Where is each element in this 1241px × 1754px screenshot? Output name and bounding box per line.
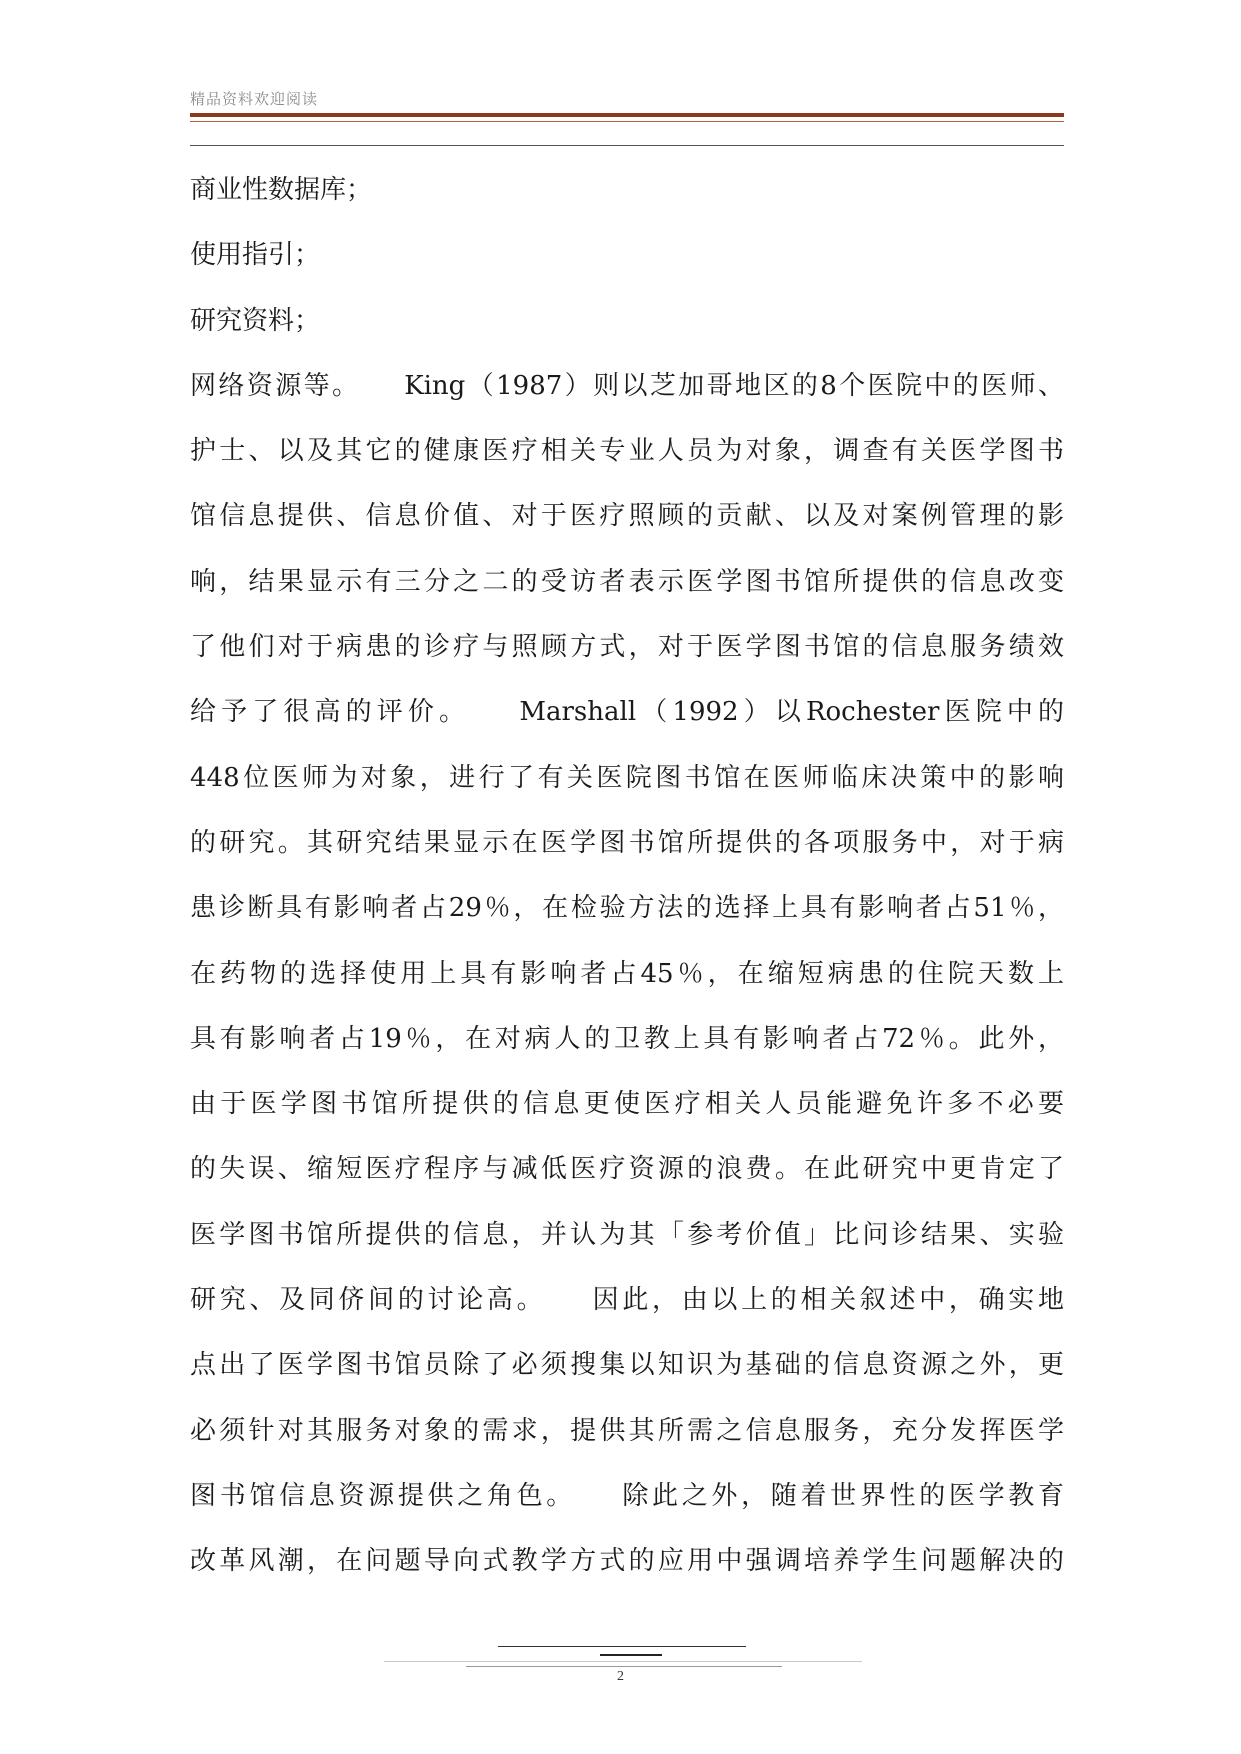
footer-rule-bottom (466, 1666, 782, 1667)
body-line: 使用指引； (190, 240, 321, 271)
body-line: 改革风潮，在问题导向式教学方式的应用中强调培养学生问题解决的 (190, 1546, 1064, 1577)
body-line: 必须针对其服务对象的需求，提供其所需之信息服务，充分发挥医学 (190, 1415, 1064, 1446)
body-line: 具有影响者占19％，在对病人的卫教上具有影响者占72％。此外， (190, 1023, 1064, 1054)
body-line: 的失误、缩短医疗程序与减低医疗资源的浪费。在此研究中更肯定了 (190, 1154, 1064, 1185)
body-line: 护士、以及其它的健康医疗相关专业人员为对象，调查有关医学图书 (190, 436, 1064, 467)
body-line: 患诊断具有影响者占29％，在检验方法的选择上具有影响者占51％， (190, 893, 1064, 924)
footer-rule-top (498, 1646, 746, 1647)
header-rule-thin (190, 145, 1064, 146)
body-line: 医学图书馆所提供的信息，并认为其「参考价值」比问诊结果、实验 (190, 1219, 1064, 1250)
body-line: 给予了很高的评价。 Marshall（1992）以Rochester医院中的 (190, 697, 1064, 728)
body-line: 响，结果显示有三分之二的受访者表示医学图书馆所提供的信息改变 (190, 566, 1064, 597)
body-line: 研究资料； (190, 305, 321, 336)
body-line: 了他们对于病患的诊疗与照顾方式，对于医学图书馆的信息服务绩效 (190, 632, 1064, 663)
header-title: 精品资料欢迎阅读 (190, 90, 319, 108)
body-line: 馆信息提供、信息价值、对于医疗照顾的贡献、以及对案例管理的影 (190, 501, 1064, 532)
body-line: 点出了医学图书馆员除了必须搜集以知识为基础的信息资源之外，更 (190, 1350, 1064, 1381)
page-number: 2 (617, 1669, 624, 1684)
header-rule-accent (190, 121, 1064, 122)
body-line: 448位医师为对象，进行了有关医院图书馆在医师临床决策中的影响 (190, 762, 1064, 793)
body-line: 研究、及同侪间的讨论高。 因此，由以上的相关叙述中，确实地 (190, 1285, 1064, 1316)
footer-rule-wide (384, 1661, 862, 1662)
body-line: 由于医学图书馆所提供的信息更使医疗相关人员能避免许多不必要 (190, 1089, 1064, 1120)
document-body (190, 158, 1064, 1595)
body-line: 的研究。其研究结果显示在医学图书馆所提供的各项服务中，对于病 (190, 827, 1064, 858)
body-line: 网络资源等。 King（1987）则以芝加哥地区的8个医院中的医师、 (190, 370, 1064, 401)
body-line: 商业性数据库； (190, 175, 373, 205)
body-line: 在药物的选择使用上具有影响者占45％，在缩短病患的住院天数上 (190, 958, 1064, 989)
header-rule-thick (190, 113, 1064, 117)
body-line: 图书馆信息资源提供之角色。 除此之外，随着世界性的医学教育 (190, 1480, 1064, 1511)
footer-mark (600, 1654, 662, 1656)
